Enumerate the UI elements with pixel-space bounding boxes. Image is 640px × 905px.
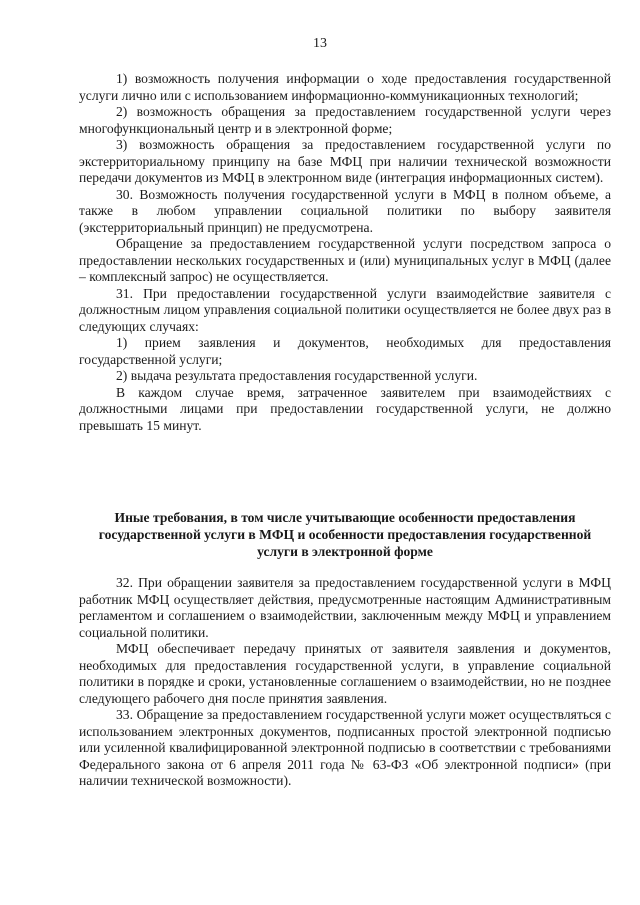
paragraph: 2) возможность обращения за предоставлением государственной услуги через многофункциональный центр и в электронной форме; [79,104,611,136]
paragraph: 31. При предоставлении государственной услуги взаимодействие заявителя с должностным лицом управления социальной политики осуществляется не более двух раз в следующих случаях: [79,285,611,334]
paragraph: 2) выдача результата предоставления государственной услуги. [116,368,478,383]
paragraph: 1) прием заявления и документов, необходимых для предоставления государственной услуги; [79,335,611,367]
lower-text-block [79,575,611,790]
paragraph: 1) возможность получения информации о ходе предоставления государственной услуги лично или с использованием информационно-коммуникационных технологий; [79,71,611,103]
paragraph: 30. Возможность получения государственной услуги в МФЦ в полном объеме, а также в любом управлении социальной политики по выбору заявителя (экстерриториальный принцип) не предусмотрена. [79,186,611,235]
paragraph: В каждом случае время, затраченное заявителем при взаимодействиях с должностными лицами при предоставлении государственной услуги, не должно превышать 15 минут. [79,384,611,433]
paragraph: МФЦ обеспечивает передачу принятых от заявителя заявления и документов, необходимых для предоставления государственной услуги, в управление социальной политики в порядке и сроки, установленные соглашением о взаимодействии, но не позднее следующего рабочего дня после принятия заявления. [79,641,611,706]
paragraph: Обращение за предоставлением государственной услуги посредством запроса о предоставлении нескольких государственных и (или) муниципальных услуг в МФЦ (далее – комплексный запрос) не осуществляется. [79,236,611,284]
paragraph: 32. При обращении заявителя за предоставлением государственной услуги в МФЦ работник МФЦ осуществляет действия, предусмотренные настоящим Административным регламентом и соглашением о взаимодействии, заключенным между МФЦ и управлением социальной политики. [79,575,611,640]
paragraph: 33. Обращение за предоставлением государственной услуги может осуществляться с использованием электронных документов, подписанных простой электронной подписью или усиленной квалифицированной электронной подписью в соответствии с требованиями Федерального закона от 6 апреля 2011 года № 63-ФЗ «Об электронной подписи» (при наличии технической возможности). [79,707,611,788]
section-heading: Иные требования, в том числе учитывающие особенности предоставления государственной услуги в МФЦ и особенности предоставления государственной услуги в электронной форме [98,510,592,559]
page-number: 13 [313,36,327,51]
paragraph: 3) возможность обращения за предоставлением государственной услуги по экстерриториальному принципу на базе МФЦ при наличии технической возможности передачи документов из МФЦ в электронном виде (интеграция информационных систем). [79,137,611,185]
upper-text-block [79,71,611,434]
